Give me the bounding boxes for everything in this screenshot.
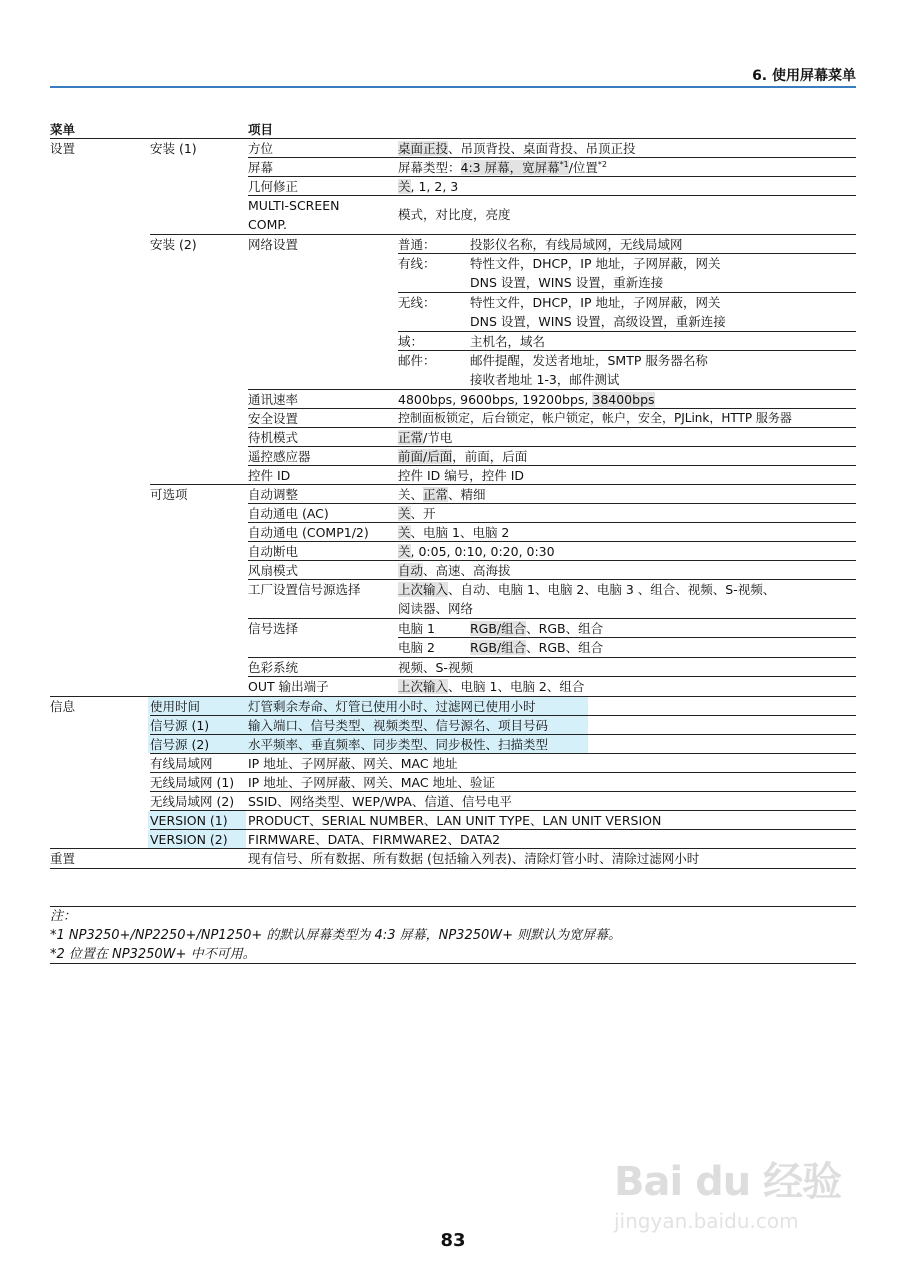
value-factory-source-line2: 阅读器、网络 xyxy=(398,601,474,616)
net-general-label: 普通： xyxy=(398,237,436,252)
net-wireless-label: 无线： xyxy=(398,295,436,310)
header-menu: 菜单 xyxy=(50,122,76,137)
item-security: 安全设置 xyxy=(248,411,299,426)
info-version2: VERSION (2) xyxy=(150,832,228,847)
net-wired-label: 有线： xyxy=(398,256,436,271)
value-orientation: 桌面正投、吊顶背投、桌面背投、吊顶正投 xyxy=(398,141,636,156)
table-rule xyxy=(248,427,856,428)
item-sensor: 遥控感应器 xyxy=(248,449,311,464)
table-rule xyxy=(248,503,856,504)
value-geometric: 关, 1, 2, 3 xyxy=(398,179,459,194)
info-source1: 信号源 (1) xyxy=(150,718,210,733)
group-settings: 设置 xyxy=(50,141,76,156)
item-signal-select: 信号选择 xyxy=(248,621,299,636)
item-standby: 待机模式 xyxy=(248,430,299,445)
net-mail-value2: 接收者地址 1-3，邮件测试 xyxy=(470,372,620,387)
value-control-id: 控件 ID 编号，控件 ID xyxy=(398,468,525,483)
item-multiscreen-line2: COMP. xyxy=(248,217,287,232)
item-auto-power-off: 自动断电 xyxy=(248,544,299,559)
net-domain-label: 域： xyxy=(398,334,424,349)
info-version2-value: FIRMWARE、DATA、FIRMWARE2、DATA2 xyxy=(248,832,501,847)
value-auto-power-off: 关, 0:05, 0:10, 0:20, 0:30 xyxy=(398,544,555,559)
header-rule xyxy=(50,86,856,88)
table-rule xyxy=(248,446,856,447)
info-wireless-lan2: 无线局域网 (2) xyxy=(150,794,235,809)
value-baud: 4800bps, 9600bps, 19200bps, 38400bps xyxy=(398,392,655,407)
item-multiscreen: MULTI-SCREEN xyxy=(248,198,340,213)
net-wired-value1: 特性文件，DHCP，IP 地址，子网屏蔽，网关 xyxy=(470,256,721,271)
item-factory-source: 工厂设置信号源选择 xyxy=(248,582,361,597)
table-rule xyxy=(248,465,856,466)
info-usage-time-value: 灯管剩余寿命、灯管已使用小时、过滤网已使用小时 xyxy=(248,699,536,714)
value-multiscreen: 模式，对比度，亮度 xyxy=(398,207,511,222)
value-security: 控制面板锁定，后台锁定，帐户锁定，帐户，安全，PJLink，HTTP 服务器 xyxy=(398,411,792,425)
sub-install2: 安装 (2) xyxy=(150,237,197,252)
group-reset: 重置 xyxy=(50,851,76,866)
net-wireless-value2: DNS 设置，WINS 设置，高级设置，重新连接 xyxy=(470,314,726,329)
item-screen: 屏幕 xyxy=(248,160,274,175)
item-control-id: 控件 ID xyxy=(248,468,291,483)
info-wireless-lan1-value: IP 地址、子网屏蔽、网关、MAC 地址、验证 xyxy=(248,775,496,790)
value-standby: 正常/节电 xyxy=(398,430,453,445)
header-item: 项目 xyxy=(248,122,274,137)
table-rule xyxy=(248,657,856,658)
signal-pc2-value: RGB/组合、RGB、组合 xyxy=(470,640,604,655)
value-out-terminal: 上次输入、电脑 1、电脑 2、组合 xyxy=(398,679,585,694)
value-sensor: 前面/后面，前面，后面 xyxy=(398,449,528,464)
info-wired-lan: 有线局域网 xyxy=(150,756,213,771)
item-auto-adjust: 自动调整 xyxy=(248,487,299,502)
info-wireless-lan1: 无线局域网 (1) xyxy=(150,775,235,790)
signal-pc1-value: RGB/组合、RGB、组合 xyxy=(470,621,604,636)
info-wired-lan-value: IP 地址、子网屏蔽、网关、MAC 地址 xyxy=(248,756,458,771)
reset-value: 现有信号、所有数据、所有数据 (包括输入列表)、清除灯管小时、清除过滤网小时 xyxy=(248,851,700,866)
notes-rule xyxy=(50,963,856,964)
page-number: 83 xyxy=(440,1230,466,1251)
item-out-terminal: OUT 输出端子 xyxy=(248,679,329,694)
value-factory-source: 上次输入、自动、电脑 1、电脑 2、电脑 3 、组合、视频、S-视频、 xyxy=(398,582,776,597)
value-auto-power-ac: 关、开 xyxy=(398,506,436,521)
net-general-value: 投影仪名称，有线局域网，无线局域网 xyxy=(470,237,683,252)
value-fan-mode: 自动、高速、高海拔 xyxy=(398,563,511,578)
item-auto-power-comp: 自动通电 (COMP1/2) xyxy=(248,525,369,540)
item-fan-mode: 风扇模式 xyxy=(248,563,299,578)
watermark-brand: Bai du 经验 xyxy=(614,1159,842,1205)
item-color-system: 色彩系统 xyxy=(248,660,299,675)
item-auto-power-ac: 自动通电 (AC) xyxy=(248,506,329,521)
value-screen: 屏幕类型：4:3 屏幕，宽屏幕$^{*1}$/位置$^{*2}$ xyxy=(398,159,608,175)
table-rule xyxy=(398,331,856,332)
value-auto-adjust: 关、正常、精细 xyxy=(398,487,486,502)
info-source2: 信号源 (2) xyxy=(150,737,210,752)
table-rule xyxy=(50,868,856,869)
signal-pc2-label: 电脑 2 xyxy=(398,640,435,655)
value-color-system: 视频、S-视频 xyxy=(398,660,473,675)
sub-install1: 安装 (1) xyxy=(150,141,197,156)
sub-options: 可选项 xyxy=(150,487,188,502)
item-orientation: 方位 xyxy=(248,141,274,156)
value-auto-power-comp: 关、电脑 1、电脑 2 xyxy=(398,525,510,540)
item-network: 网络设置 xyxy=(248,237,299,252)
note-1: *1 NP3250+/NP2250+/NP1250+ 的默认屏幕类型为 4:3 屏幕，NP3250W+ 则默认为宽屏幕。 xyxy=(50,928,622,943)
group-info: 信息 xyxy=(50,699,76,714)
note-2: *2 位置在 NP3250W+ 中不可用。 xyxy=(50,947,256,962)
net-mail-label: 邮件： xyxy=(398,353,436,368)
chapter-title: 6. 使用屏幕菜单 xyxy=(752,68,856,84)
net-domain-value: 主机名，域名 xyxy=(470,334,546,349)
watermark-url: jingyan.baidu.com xyxy=(614,1209,799,1233)
item-geometric: 几何修正 xyxy=(248,179,299,194)
notes-title: 注： xyxy=(50,909,77,924)
info-version1: VERSION (1) xyxy=(150,813,228,828)
net-wired-value2: DNS 设置，WINS 设置，重新连接 xyxy=(470,275,664,290)
info-wireless-lan2-value: SSID、网络类型、WEP/WPA、信道、信号电平 xyxy=(248,794,512,809)
watermark xyxy=(614,1150,854,1240)
info-usage-time: 使用时间 xyxy=(150,699,201,714)
item-baud: 通讯速率 xyxy=(248,392,299,407)
signal-pc1-label: 电脑 1 xyxy=(398,621,435,636)
table-rule xyxy=(398,637,856,638)
info-source1-value: 输入端口、信号类型、视频类型、信号源名、项目号码 xyxy=(248,718,549,733)
net-mail-value1: 邮件提醒，发送者地址，SMTP 服务器名称 xyxy=(470,353,708,368)
table-rule xyxy=(248,176,856,177)
net-wireless-value1: 特性文件，DHCP，IP 地址，子网屏蔽，网关 xyxy=(470,295,721,310)
table-rule xyxy=(248,560,856,561)
notes-rule xyxy=(50,906,856,907)
info-version1-value: PRODUCT、SERIAL NUMBER、LAN UNIT TYPE、LAN UNIT VERSION xyxy=(248,813,662,828)
info-source2-value: 水平频率、垂直频率、同步类型、同步极性、扫描类型 xyxy=(248,737,549,752)
